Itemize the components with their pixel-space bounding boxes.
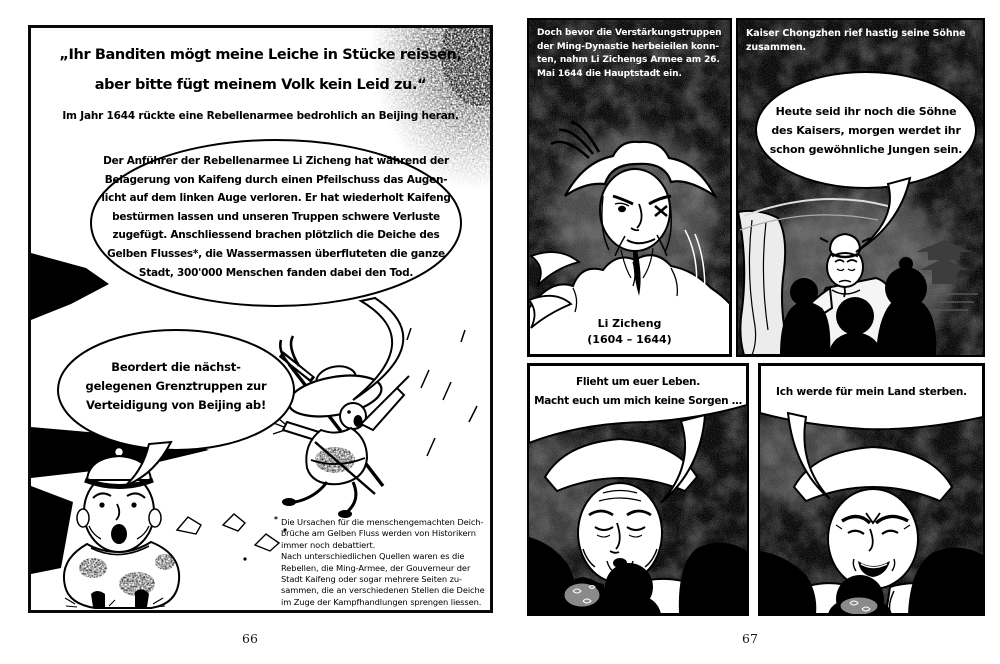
sons-scene-artwork — [738, 20, 983, 355]
panel-flee — [527, 363, 749, 616]
page-number-left: 66 — [242, 631, 258, 646]
panel-die — [758, 363, 985, 616]
panel-city-taken-caption: Doch bevor die Verstärkungstruppen der Ming-Dynastie herbeieilen konn- ten, nahm Li Zichengs Armee am 26. Mai 1644 die Hauptstadt ein. — [537, 28, 722, 79]
sons-speech-bubble-text: Heute seid ihr noch die Söhne des Kaisers, morgen werdet ihr schon gewöhnliche Jungen sein. — [769, 105, 963, 156]
messenger-figure — [271, 328, 477, 518]
panel-sons-caption: Kaiser Chongzhen rief hastig seine Söhne zusammen. — [746, 28, 966, 53]
footnote-text: Die Ursachen für die menschengemachten Deich- brüche am Gelben Fluss werden von Historikern immer noch debattiert. Nach unterschiedlichen Quellen waren es die Rebellen, die Ming-Armee, der Gouverneur der Stadt Kaifeng oder sogar mehrere Seiten zu- sammen, die an verschiedenen Stellen die Deiche im Zuge der Kampfhandlungen sprengen liessen. — [281, 517, 485, 607]
report-speech-bubble-text: Der Anführer der Rebellenarmee Li Zicheng hat während der Belagerung von Kaifeng durch einen Pfeilschuss das Augen- licht auf dem linken Auge verloren. Er hat wiederholt Kaifeng bestürmen lassen und unseren Truppen schwere Verluste zugefügt. Anschliessend brachen plötzlich die Deiche des Gelben Flusses*, die Wassermassen überfluteten die ganze Stadt, 300'000 Menschen fanden dabei den Tod. — [101, 155, 451, 279]
footnote-marker: * — [274, 515, 278, 524]
comic-page-left-panel — [28, 25, 493, 613]
page-number-right: 67 — [742, 631, 758, 646]
li-zicheng-name-label — [529, 316, 730, 347]
flee-speech-bubble-text: Flieht um euer Leben. Macht euch um mich keine Sorgen … — [534, 376, 742, 407]
die-speech-bubble-text: Ich werde für mein Land sterben. — [776, 386, 967, 398]
headline-quote: „Ihr Banditen mögt meine Leiche in Stücke reissen, aber bitte fügt meinem Volk kein Leid zu.“ — [59, 47, 462, 93]
footnote — [274, 515, 489, 608]
die-scene-artwork — [760, 365, 983, 614]
rocks — [151, 514, 286, 561]
order-speech-bubble-text: Beordert die nächst- gelegenen Grenztruppen zur Verteidigung von Beijing ab! — [85, 360, 267, 412]
intro-text: Im Jahr 1644 rückte eine Rebellenarmee bedrohlich an Beijing heran. — [62, 110, 459, 122]
name-label-years: (1604 – 1644) — [587, 332, 672, 346]
panel-sons — [736, 18, 985, 357]
name-label-name: Li Zicheng — [597, 317, 662, 330]
panel-city-taken — [527, 18, 732, 357]
